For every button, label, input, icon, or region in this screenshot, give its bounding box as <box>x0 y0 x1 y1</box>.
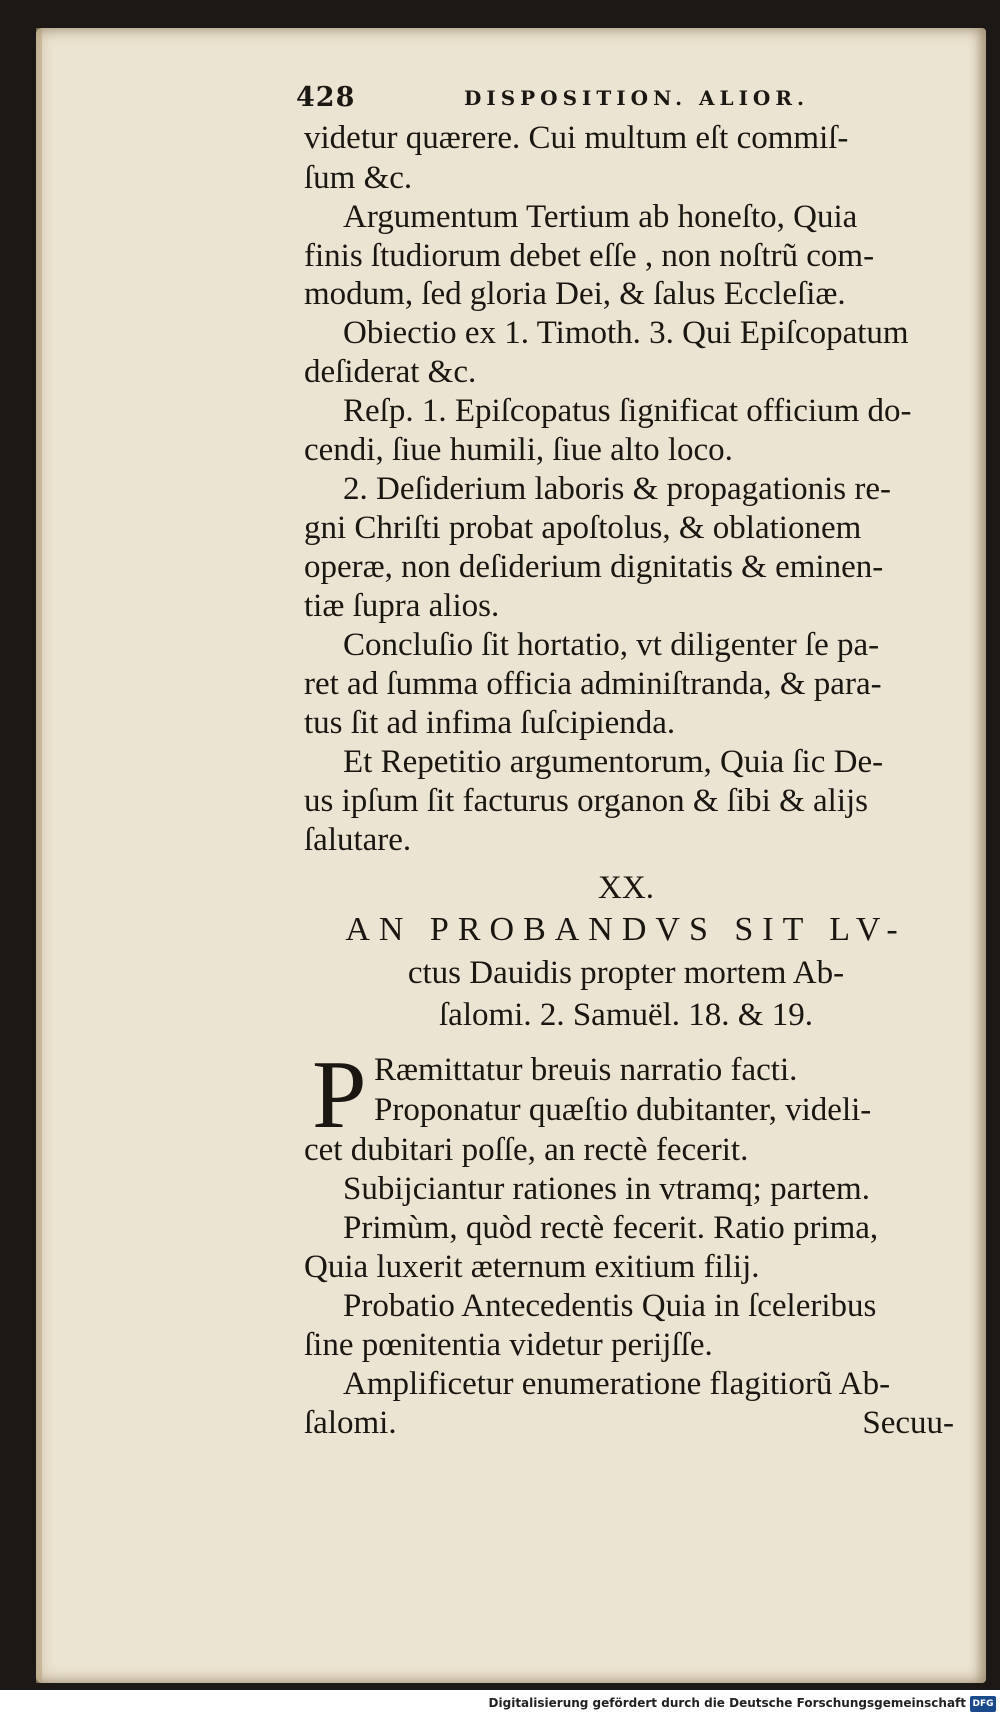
text-line: operæ, non deſiderium dignitatis & eminen- <box>304 549 884 585</box>
text-line: us ipſum ſit facturus organon & ſibi & alijs <box>304 783 869 819</box>
text-line: modum, ſed gloria Dei, & ſalus Eccleſiæ. <box>304 276 846 312</box>
text-line: Concluſio ſit hortatio, vt diligenter ſe pa- <box>343 627 880 663</box>
text-line: 2. Deſiderium laboris & propagationis re- <box>343 471 892 507</box>
footer-bar <box>0 1692 1000 1718</box>
running-head <box>296 82 976 116</box>
text-line: Subijciantur rationes in vtramq; partem. <box>343 1171 870 1207</box>
funding-credit: Digitalisierung gefördert durch die Deutsche Forschungsgemeinschaft <box>488 1696 966 1710</box>
text-line: Et Repetitio argumentorum, Quia ſic De- <box>343 744 884 780</box>
catchword: Secuu- <box>862 1405 954 1441</box>
text-line: Obiectio ex 1. Timoth. 3. Qui Epiſcopatum <box>343 315 909 351</box>
text-line: Quia luxerit æternum exitium filij. <box>304 1249 760 1285</box>
text-line: ret ad ſumma officia adminiſtranda, & para- <box>304 666 882 702</box>
text-line <box>304 1403 954 1443</box>
text-line: Ræmittatur breuis narratio facti. <box>374 1052 798 1088</box>
text-line: Amplificetur enumeratione flagitiorũ Ab- <box>343 1366 891 1402</box>
text-line: deſiderat &c. <box>304 354 477 390</box>
running-title: DISPOSITION. ALIOR. <box>464 86 809 110</box>
text-line: ſalutare. <box>304 822 412 858</box>
drop-cap-initial: P <box>312 1041 367 1149</box>
text-line: cendi, ſiue humili, ſiue alto loco. <box>304 432 733 468</box>
page-number: 428 <box>296 82 356 113</box>
section-number: XX. <box>598 870 654 906</box>
text-line: ſum &c. <box>304 160 413 196</box>
text-line: Argumentum Tertium ab honeſto, Quia <box>343 199 858 235</box>
text-line: videtur quærere. Cui multum eſt commiſ- <box>304 120 849 156</box>
section-title: ctus Dauidis propter mortem Ab- <box>407 955 845 991</box>
section-title: AN PROBANDVS SIT LV- <box>345 911 907 948</box>
section-title: ſalomi. 2. Samuël. 18. & 19. <box>439 997 813 1033</box>
text-line: cet dubitari poſſe, an rectè fecerit. <box>304 1132 749 1168</box>
text-line: Primùm, quòd rectè fecerit. Ratio prima, <box>343 1210 879 1246</box>
text-line: Probatio Antecedentis Quia in ſceleribus <box>343 1288 877 1324</box>
text-line: Reſp. 1. Epiſcopatus ſignificat officium do- <box>343 393 912 429</box>
page-gutter-shadow <box>36 28 42 1683</box>
text-line: gni Chriſti probat apoſtolus, & oblationem <box>304 510 862 546</box>
text-line: ſine pœnitentia videtur perijſſe. <box>304 1327 713 1363</box>
dfg-logo: DFG <box>970 1696 996 1712</box>
text-line: Proponatur quæſtio dubitanter, videli- <box>374 1092 872 1128</box>
text-line: tiæ ſupra alios. <box>304 588 500 624</box>
text-line: tus ſit ad infima ſuſcipienda. <box>304 705 676 741</box>
text-line-start: ſalomi. <box>304 1405 397 1441</box>
text-line: finis ſtudiorum debet eſſe , non noſtrũ com- <box>304 238 875 274</box>
